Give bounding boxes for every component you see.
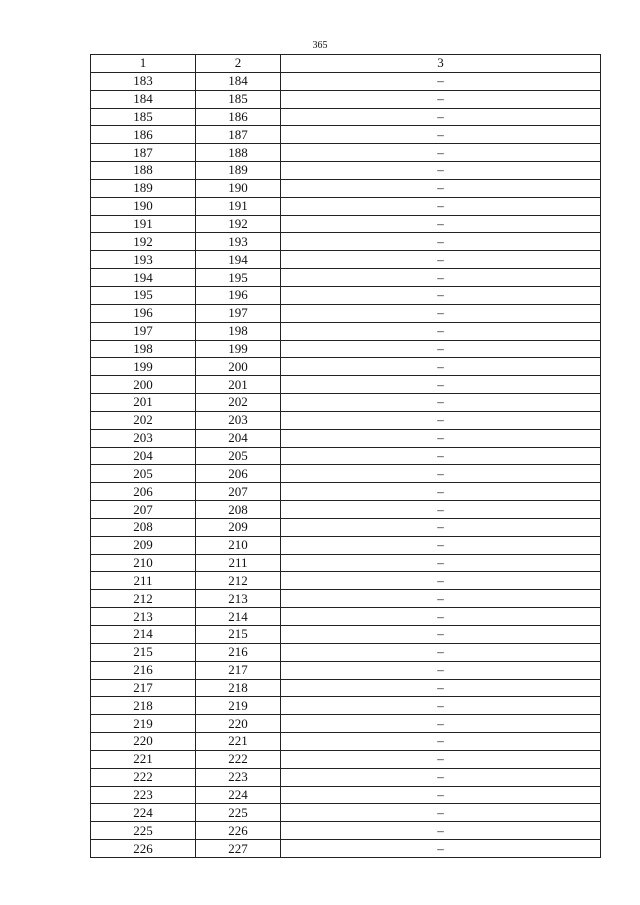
table-cell-col3: – xyxy=(281,626,601,644)
table-row xyxy=(91,554,601,572)
table-cell-col3: – xyxy=(281,536,601,554)
table-cell-col3: – xyxy=(281,840,601,858)
table-cell-col2: 193 xyxy=(196,233,281,251)
table-cell-col3: – xyxy=(281,286,601,304)
table-cell-col3: – xyxy=(281,661,601,679)
table-cell-col3: – xyxy=(281,411,601,429)
table-body xyxy=(91,72,601,857)
table-row xyxy=(91,358,601,376)
table-cell-col2: 216 xyxy=(196,643,281,661)
table-row xyxy=(91,536,601,554)
table-row xyxy=(91,162,601,180)
table-row xyxy=(91,483,601,501)
table-cell-col1: 201 xyxy=(91,394,196,412)
table-cell-col3: – xyxy=(281,376,601,394)
table-cell-col1: 209 xyxy=(91,536,196,554)
table-cell-col3: – xyxy=(281,126,601,144)
column-header-3: 3 xyxy=(281,55,601,73)
table-row xyxy=(91,411,601,429)
table-cell-col2: 218 xyxy=(196,679,281,697)
column-header-2: 2 xyxy=(196,55,281,73)
table-cell-col1: 183 xyxy=(91,72,196,90)
table-cell-col2: 192 xyxy=(196,215,281,233)
table-cell-col2: 196 xyxy=(196,286,281,304)
table-cell-col1: 223 xyxy=(91,786,196,804)
table-row xyxy=(91,768,601,786)
table-cell-col1: 199 xyxy=(91,358,196,376)
table-cell-col1: 219 xyxy=(91,715,196,733)
table-row xyxy=(91,804,601,822)
table-cell-col3: – xyxy=(281,304,601,322)
table-row xyxy=(91,126,601,144)
table-row xyxy=(91,679,601,697)
table-cell-col1: 186 xyxy=(91,126,196,144)
table-cell-col3: – xyxy=(281,144,601,162)
table-cell-col3: – xyxy=(281,822,601,840)
table-cell-col2: 185 xyxy=(196,90,281,108)
table-cell-col3: – xyxy=(281,72,601,90)
table-cell-col1: 206 xyxy=(91,483,196,501)
table-row xyxy=(91,626,601,644)
table-cell-col3: – xyxy=(281,394,601,412)
table-cell-col2: 206 xyxy=(196,465,281,483)
table-cell-col1: 225 xyxy=(91,822,196,840)
table-cell-col1: 184 xyxy=(91,90,196,108)
header-row xyxy=(91,55,601,73)
table-row xyxy=(91,822,601,840)
table-row xyxy=(91,144,601,162)
table-row xyxy=(91,465,601,483)
table-cell-col2: 187 xyxy=(196,126,281,144)
table-cell-col2: 213 xyxy=(196,590,281,608)
table-cell-col1: 200 xyxy=(91,376,196,394)
table-cell-col2: 194 xyxy=(196,251,281,269)
table-cell-col1: 207 xyxy=(91,501,196,519)
table-cell-col2: 205 xyxy=(196,447,281,465)
table-cell-col3: – xyxy=(281,483,601,501)
table-cell-col3: – xyxy=(281,679,601,697)
table-cell-col3: – xyxy=(281,179,601,197)
table-cell-col2: 225 xyxy=(196,804,281,822)
table-cell-col1: 189 xyxy=(91,179,196,197)
table-cell-col2: 199 xyxy=(196,340,281,358)
table-cell-col2: 209 xyxy=(196,518,281,536)
table-cell-col1: 193 xyxy=(91,251,196,269)
table-cell-col1: 221 xyxy=(91,750,196,768)
table-row xyxy=(91,608,601,626)
table-cell-col3: – xyxy=(281,804,601,822)
table-cell-col3: – xyxy=(281,162,601,180)
table-row xyxy=(91,715,601,733)
table-cell-col1: 192 xyxy=(91,233,196,251)
table-cell-col2: 191 xyxy=(196,197,281,215)
column-header-1: 1 xyxy=(91,55,196,73)
table-row xyxy=(91,697,601,715)
table-cell-col1: 226 xyxy=(91,840,196,858)
table-cell-col1: 185 xyxy=(91,108,196,126)
table-row xyxy=(91,447,601,465)
table-row xyxy=(91,322,601,340)
table-cell-col3: – xyxy=(281,608,601,626)
table-cell-col2: 186 xyxy=(196,108,281,126)
table-cell-col2: 184 xyxy=(196,72,281,90)
table-cell-col2: 211 xyxy=(196,554,281,572)
table-cell-col2: 210 xyxy=(196,536,281,554)
table-cell-col2: 203 xyxy=(196,411,281,429)
table-row xyxy=(91,786,601,804)
table-cell-col1: 220 xyxy=(91,733,196,751)
table-cell-col2: 212 xyxy=(196,572,281,590)
table-cell-col1: 202 xyxy=(91,411,196,429)
table-cell-col2: 227 xyxy=(196,840,281,858)
table-cell-col1: 205 xyxy=(91,465,196,483)
table-cell-col3: – xyxy=(281,108,601,126)
table-cell-col2: 226 xyxy=(196,822,281,840)
table-cell-col3: – xyxy=(281,340,601,358)
table-cell-col2: 217 xyxy=(196,661,281,679)
table-cell-col3: – xyxy=(281,643,601,661)
table-cell-col3: – xyxy=(281,554,601,572)
table-cell-col1: 194 xyxy=(91,269,196,287)
table-cell-col1: 187 xyxy=(91,144,196,162)
table-cell-col3: – xyxy=(281,768,601,786)
table-row xyxy=(91,643,601,661)
table-row xyxy=(91,661,601,679)
table-cell-col2: 188 xyxy=(196,144,281,162)
table-cell-col1: 196 xyxy=(91,304,196,322)
table-row xyxy=(91,733,601,751)
table-row xyxy=(91,90,601,108)
table-cell-col3: – xyxy=(281,233,601,251)
table-cell-col1: 198 xyxy=(91,340,196,358)
table-row xyxy=(91,251,601,269)
table-cell-col2: 221 xyxy=(196,733,281,751)
table-cell-col1: 210 xyxy=(91,554,196,572)
table-cell-col3: – xyxy=(281,733,601,751)
table-cell-col1: 190 xyxy=(91,197,196,215)
table-cell-col3: – xyxy=(281,697,601,715)
table-row xyxy=(91,518,601,536)
table-cell-col1: 195 xyxy=(91,286,196,304)
table-cell-col3: – xyxy=(281,750,601,768)
table-cell-col1: 224 xyxy=(91,804,196,822)
table-cell-col3: – xyxy=(281,447,601,465)
table-cell-col2: 222 xyxy=(196,750,281,768)
table-cell-col1: 212 xyxy=(91,590,196,608)
table-cell-col1: 208 xyxy=(91,518,196,536)
table-cell-col1: 204 xyxy=(91,447,196,465)
table-cell-col3: – xyxy=(281,501,601,519)
table-cell-col2: 214 xyxy=(196,608,281,626)
table-cell-col3: – xyxy=(281,572,601,590)
table-row xyxy=(91,501,601,519)
table-cell-col2: 215 xyxy=(196,626,281,644)
table-cell-col1: 197 xyxy=(91,322,196,340)
table-row xyxy=(91,840,601,858)
table-cell-col2: 198 xyxy=(196,322,281,340)
table-cell-col3: – xyxy=(281,465,601,483)
table-cell-col2: 207 xyxy=(196,483,281,501)
table-cell-col2: 200 xyxy=(196,358,281,376)
table-cell-col1: 203 xyxy=(91,429,196,447)
table-cell-col2: 195 xyxy=(196,269,281,287)
table-row xyxy=(91,72,601,90)
table-row xyxy=(91,108,601,126)
table-cell-col1: 214 xyxy=(91,626,196,644)
table-row xyxy=(91,429,601,447)
table-cell-col2: 204 xyxy=(196,429,281,447)
table-cell-col2: 223 xyxy=(196,768,281,786)
table-row xyxy=(91,590,601,608)
table-row xyxy=(91,286,601,304)
table-cell-col3: – xyxy=(281,518,601,536)
table-cell-col2: 202 xyxy=(196,394,281,412)
table-cell-col3: – xyxy=(281,251,601,269)
table-row xyxy=(91,376,601,394)
table-cell-col1: 222 xyxy=(91,768,196,786)
table-cell-col2: 189 xyxy=(196,162,281,180)
table-row xyxy=(91,750,601,768)
table-cell-col2: 201 xyxy=(196,376,281,394)
table-row xyxy=(91,197,601,215)
table-row xyxy=(91,215,601,233)
table-cell-col2: 190 xyxy=(196,179,281,197)
table-cell-col3: – xyxy=(281,590,601,608)
table-cell-col3: – xyxy=(281,90,601,108)
table-cell-col3: – xyxy=(281,358,601,376)
data-table xyxy=(90,54,601,858)
table-cell-col1: 215 xyxy=(91,643,196,661)
table-row xyxy=(91,340,601,358)
table-cell-col3: – xyxy=(281,322,601,340)
table-cell-col3: – xyxy=(281,197,601,215)
table-cell-col1: 191 xyxy=(91,215,196,233)
table-cell-col2: 224 xyxy=(196,786,281,804)
table-cell-col2: 219 xyxy=(196,697,281,715)
table-cell-col2: 197 xyxy=(196,304,281,322)
table-row xyxy=(91,394,601,412)
table-cell-col3: – xyxy=(281,269,601,287)
page-number: 365 xyxy=(312,40,328,51)
table-cell-col1: 218 xyxy=(91,697,196,715)
table-cell-col3: – xyxy=(281,215,601,233)
table-cell-col1: 213 xyxy=(91,608,196,626)
table-cell-col1: 217 xyxy=(91,679,196,697)
table-header xyxy=(91,55,601,73)
table-cell-col3: – xyxy=(281,786,601,804)
table-cell-col1: 211 xyxy=(91,572,196,590)
table-row xyxy=(91,304,601,322)
table-cell-col1: 216 xyxy=(91,661,196,679)
table-cell-col1: 188 xyxy=(91,162,196,180)
table-cell-col3: – xyxy=(281,715,601,733)
table-cell-col3: – xyxy=(281,429,601,447)
table-row xyxy=(91,572,601,590)
table-cell-col2: 208 xyxy=(196,501,281,519)
table-row xyxy=(91,233,601,251)
table-row xyxy=(91,269,601,287)
table-row xyxy=(91,179,601,197)
table-cell-col2: 220 xyxy=(196,715,281,733)
